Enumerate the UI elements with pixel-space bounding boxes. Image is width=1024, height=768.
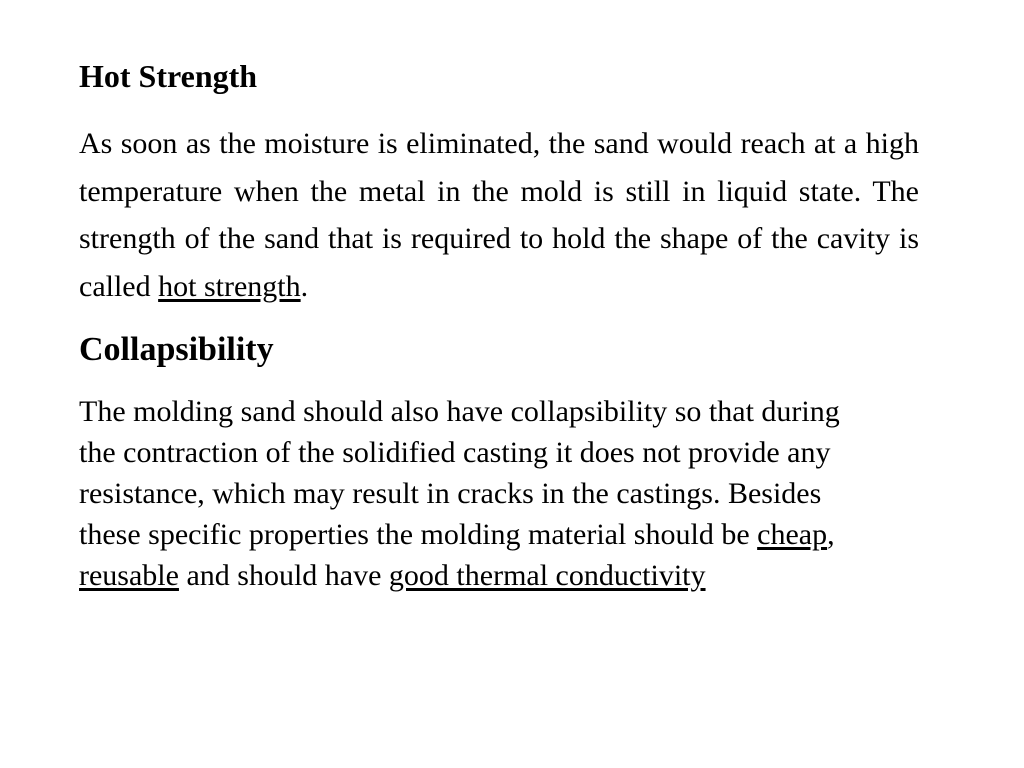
body-text: As soon as the moisture is eliminated, the sand would reach at a high temperature when the metal in the mold is still in liquid state. The strength of the sand that is required to hold the shape of the cavity is called — [79, 127, 919, 303]
section-body-collapsibility — [79, 391, 879, 596]
body-text: The molding sand should also have collapsibility so that during the contraction of the solidified casting it does not provide any resistance, which may result in cracks in the castings. Besides these specific properties the molding material should be — [79, 395, 840, 551]
underlined-term-hot-strength: hot strength — [158, 269, 301, 303]
underlined-term-good-thermal-conductivity: good thermal conductivity — [388, 559, 706, 592]
body-text-end: . — [300, 269, 309, 303]
separator-text: , — [827, 518, 835, 551]
underlined-term-reusable: reusable — [79, 559, 179, 592]
separator-text: and should have — [178, 559, 389, 592]
section-heading-collapsibility: Collapsibility — [79, 331, 274, 368]
underlined-term-cheap: cheap — [757, 518, 828, 551]
section-body-hot-strength — [79, 120, 919, 310]
section-heading-hot-strength: Hot Strength — [79, 58, 258, 94]
